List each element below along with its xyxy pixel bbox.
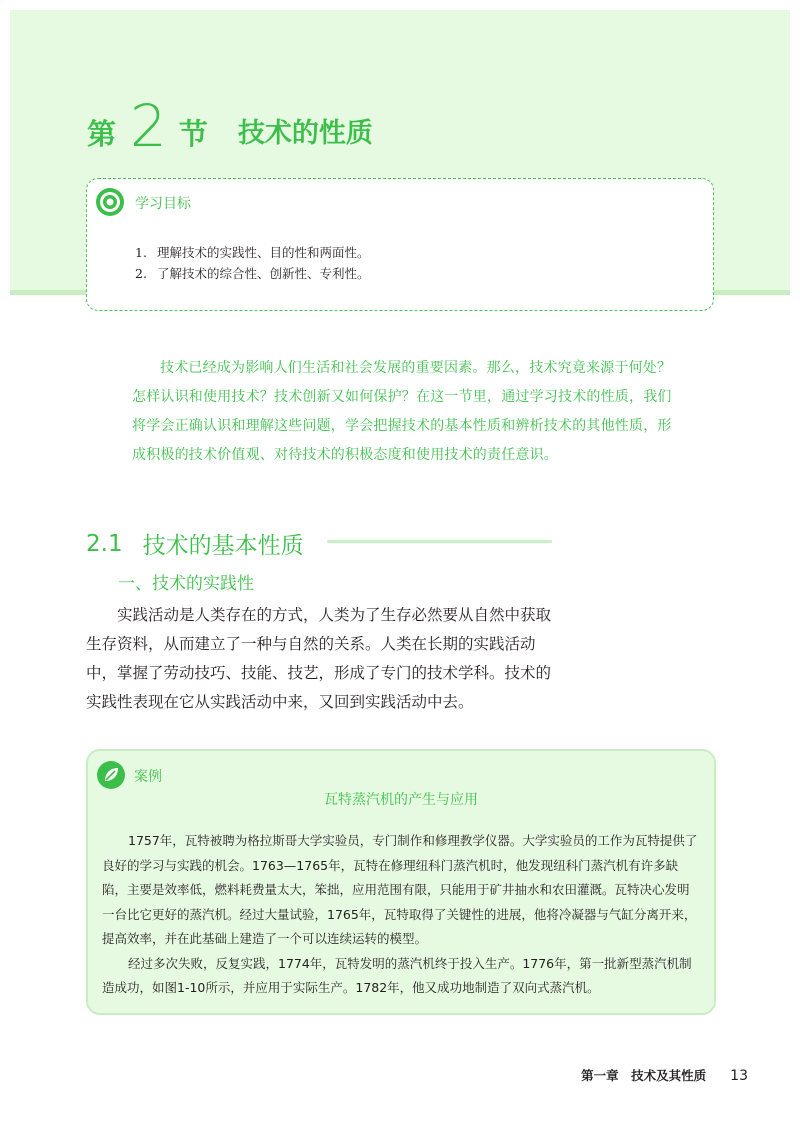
goal-number: 2. bbox=[135, 266, 147, 281]
body-text-block bbox=[86, 601, 554, 717]
learning-goals-list bbox=[135, 242, 370, 284]
case-paragraph: 经过多次失败，反复实践，1774年，瓦特发明的蒸汽机终于投入生产。1776年，第一批新型蒸汽机制造成功，如图1-10所示，并应用于实际生产。1782年，他又成功地制造了双向式蒸汽机。 bbox=[102, 955, 692, 995]
case-body bbox=[102, 829, 700, 1001]
section-title: 技术的性质 bbox=[237, 118, 373, 149]
footer-chapter: 第一章 技术及其性质 bbox=[581, 1068, 707, 1083]
intro-paragraph-block bbox=[132, 354, 672, 470]
leaf-icon bbox=[96, 760, 126, 790]
learning-goals-box bbox=[86, 178, 714, 311]
intro-paragraph: 技术已经成为影响人们生活和社会发展的重要因素。那么，技术究竟来源于何处？怎样认识和使用技术？技术创新又如何保护？在这一节里，通过学习技术的性质，我们将学会正确认识和理解这些问题，学会把握技术的基本性质和辨析技术的其他性质，形成积极的技术价值观、对待技术的积极态度和使用技术的责任意识。 bbox=[132, 360, 672, 463]
goal-item bbox=[135, 242, 370, 263]
goal-number: 1. bbox=[135, 245, 147, 260]
subsection-number: 2.1 bbox=[86, 530, 123, 557]
case-paragraph: 1757年，瓦特被聘为格拉斯哥大学实验员，专门制作和修理教学仪器。大学实验员的工作为瓦特提供了良好的学习与实践的机会。1763—1765年，瓦特在修理纽科门蒸汽机时，他发现纽科门蒸汽机有许多缺陷，主要是效率低，燃料耗费量太大，笨拙，应用范围有限，只能用于矿井抽水和农田灌溉。瓦特决心发明一台比它更好的蒸汽机。经过大量试验，1765年，瓦特取得了关键性的进展，他将冷凝器与气缸分离开来，提高效率，并在此基础上建造了一个可以连续运转的模型。 bbox=[102, 833, 698, 946]
section-heading bbox=[87, 92, 373, 160]
section-number: 2 bbox=[130, 92, 167, 160]
goal-text: 理解技术的实践性、目的性和两面性。 bbox=[157, 245, 370, 260]
subsection-title: 技术的基本性质 bbox=[142, 533, 304, 559]
case-title: 瓦特蒸汽机的产生与应用 bbox=[324, 792, 478, 808]
body-paragraph: 实践活动是人类存在的方式，人类为了生存必然要从自然中获取生存资料，从而建立了一种与自然的关系。人类在长期的实践活动中，掌握了劳动技巧、技能、技艺，形成了专门的技术学科。技术的实践性表现在它从实践活动中来，又回到实践活动中去。 bbox=[86, 606, 552, 711]
goal-text: 了解技术的综合性、创新性、专利性。 bbox=[157, 266, 370, 281]
learning-goals-label: 学习目标 bbox=[135, 196, 191, 212]
goal-item bbox=[135, 263, 370, 284]
section-suffix: 节 bbox=[178, 117, 208, 151]
section-prefix: 第 bbox=[87, 117, 117, 151]
page-number: 13 bbox=[730, 1068, 748, 1084]
case-label: 案例 bbox=[134, 769, 162, 785]
subsubsection-heading: 一、技术的实践性 bbox=[118, 574, 254, 594]
subsection-rule bbox=[327, 540, 552, 543]
target-icon bbox=[95, 187, 125, 217]
page-footer bbox=[581, 1066, 748, 1084]
subsection-heading bbox=[86, 527, 304, 560]
case-study-box bbox=[86, 749, 716, 1015]
